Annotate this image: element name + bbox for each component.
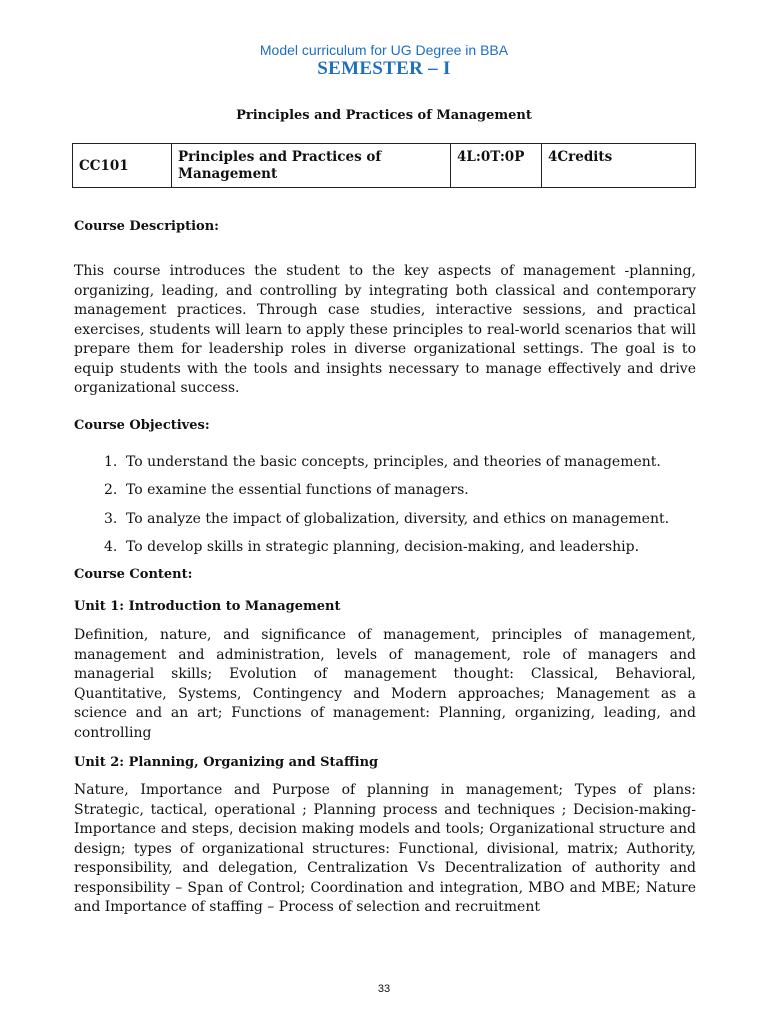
course-name-cell: Principles and Practices of Management (172, 144, 451, 188)
list-number: 3. (104, 510, 118, 527)
objectives-list (74, 453, 714, 566)
list-number: 1. (104, 454, 118, 470)
list-item-text: To examine the essential functions of managers. (126, 482, 469, 499)
list-item (74, 510, 714, 538)
curriculum-header: Model curriculum for UG Degree in BBA (259, 42, 509, 58)
course-content-heading: Course Content: (74, 567, 193, 582)
list-number: 2. (104, 482, 118, 499)
list-number: 4. (104, 538, 118, 555)
unit2-heading: Unit 2: Planning, Organizing and Staffing (74, 755, 379, 770)
semester-heading: SEMESTER – I (317, 58, 451, 79)
course-description-text: This course introduces the student to the key aspects of management -planning, organizing, leading, and controlling by integrating both classical and contemporary management practices. Through case studies, interactive sessions, and practical exercises, students will learn to apply these principles to real-world scenarios that will prepare them for leadership roles in diverse organizational settings. The goal is to equip students with the tools and insights necessary to manage effectively and drive organizational success. (74, 263, 696, 396)
unit2-text: Nature, Importance and Purpose of planning in management; Types of plans: Strategic, tactical, operational ; Planning process and techniques ; Decision-making- Importance and steps, decision making models and tools; Organizational structure and design; types of organizational structures: Functional, divisional, matrix; Authority, responsibility, and delegation, Centralization Vs Decentralization of authority and responsibility – Span of Control; Coordination and integration, MBO and MBE; Nature and Importance of staffing – Process of selection and recruitment (74, 782, 696, 915)
page-number: 33 (377, 983, 391, 995)
list-item (74, 481, 714, 509)
course-description-heading: Course Description: (74, 219, 219, 234)
unit1-heading: Unit 1: Introduction to Management (74, 599, 341, 614)
course-code-cell: CC101 (73, 144, 172, 188)
course-title: Principles and Practices of Management (236, 108, 532, 123)
list-item-text: To develop skills in strategic planning, decision-making, and leadership. (126, 538, 640, 555)
list-item-text: To analyze the impact of globalization, diversity, and ethics on management. (126, 510, 670, 527)
course-info-table (72, 143, 696, 188)
table-row (73, 144, 696, 188)
course-ltp-cell: 4L:0T:0P (451, 144, 542, 188)
course-credits-cell: 4Credits (542, 144, 696, 188)
unit1-text: Definition, nature, and significance of management, principles of management, management and administration, levels of management, role of managers and managerial skills; Evolution of management thought: Classical, Behavioral, Quantitative, Systems, Contingency and Modern approaches; Management as a science and an art; Functions of management: Planning, organizing, leading, and controlling (74, 627, 696, 741)
list-item (74, 538, 714, 566)
list-item (74, 453, 714, 481)
list-item-text: To understand the basic concepts, principles, and theories of management. (126, 454, 661, 470)
course-objectives-heading: Course Objectives: (74, 418, 210, 433)
